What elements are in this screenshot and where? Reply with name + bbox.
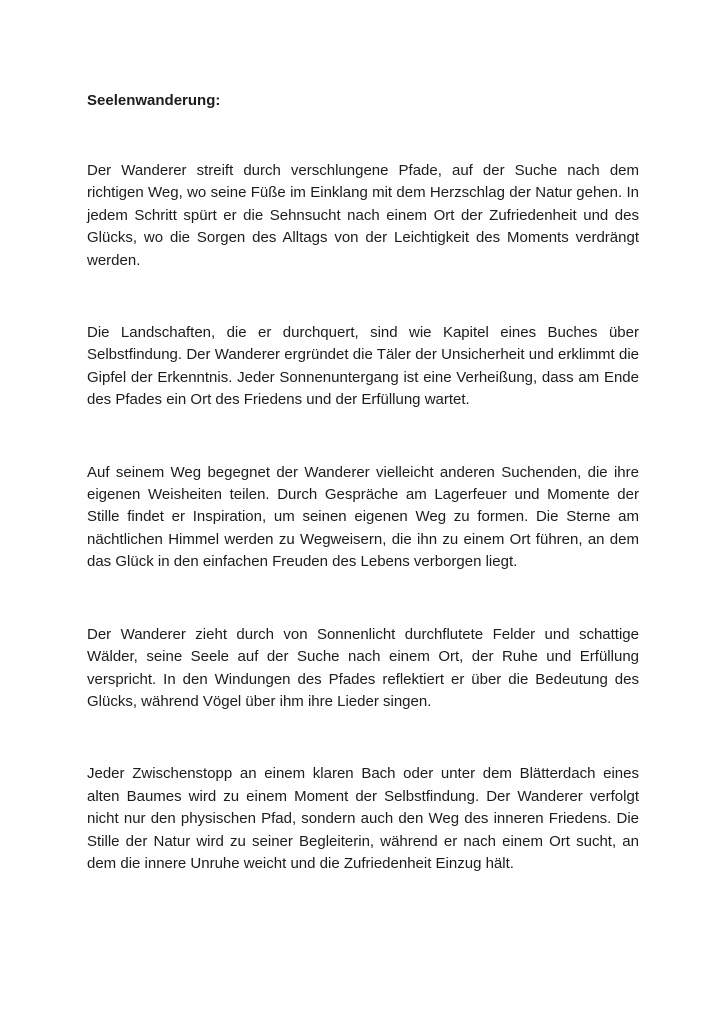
document-body [87, 90, 639, 925]
paragraph-2: Die Landschaften, die er durchquert, sind wie Kapitel eines Buches über Selbstfindung. Der Wanderer ergründet die Täler der Unsicherheit und erklimmt die Gipfel der Erkenntnis. Jeder Sonnenuntergang ist eine Verheißung, dass am Ende des Pfades ein Ort des Friedens und der Erfüllung wartet. [87, 324, 639, 409]
paragraph-3: Auf seinem Weg begegnet der Wanderer vielleicht anderen Suchenden, die ihre eigenen Weisheiten teilen. Durch Gespräche am Lagerfeuer und Momente der Stille findet er Inspiration, um seinen eigenen Weg zu formen. Die Sterne am nächtlichen Himmel werden zu Wegweisern, die ihn zu einem Ort führen, an dem das Glück in den einfachen Freuden des Lebens verborgen liegt. [87, 463, 639, 571]
paragraph-1: Der Wanderer streift durch verschlungene Pfade, auf der Suche nach dem richtigen Weg, wo seine Füße im Einklang mit dem Herzschlag der Natur gehen. In jedem Schritt spürt er die Sehnsucht nach einem Ort der Zufriedenheit und des Glücks, wo die Sorgen des Alltags von der Leichtigkeit des Moments verdrängt werden. [87, 162, 639, 269]
paragraph-4: Der Wanderer zieht durch von Sonnenlicht durchflutete Felder und schattige Wälder, seine Seele auf der Suche nach einem Ort, der Ruhe und Erfüllung verspricht. In den Windungen des Pfades reflektiert er über die Bedeutung des Glücks, während Vögel über ihm ihre Lieder singen. [87, 625, 639, 710]
paragraph-5: Jeder Zwischenstopp an einem klaren Bach oder unter dem Blätterdach eines alten Baumes wird zu einem Moment der Selbstfindung. Der Wanderer verfolgt nicht nur den physischen Pfad, sondern auch den Weg des inneren Friedens. Die Stille der Natur wird zu seiner Begleiterin, während er nach einem Ort sucht, an dem die innere Unruhe weicht und die Zufriedenheit Einzug hält. [87, 765, 639, 872]
document-title: Seelenwanderung: [87, 92, 221, 109]
